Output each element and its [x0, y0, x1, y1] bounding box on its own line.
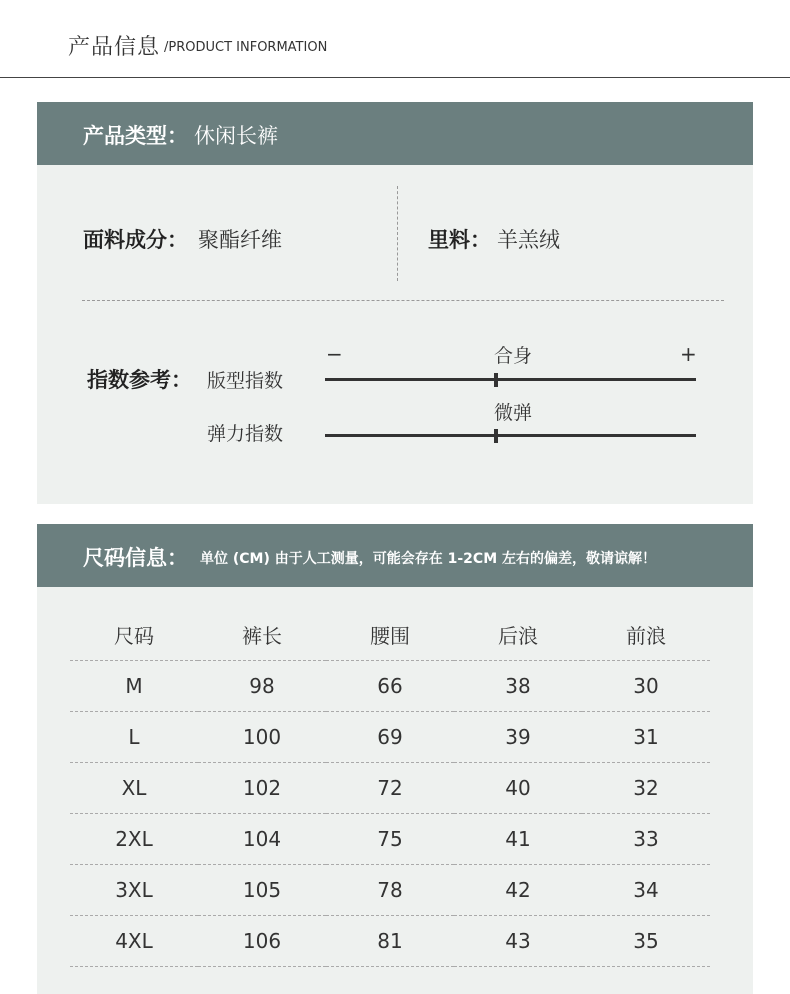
- table-row: [70, 865, 710, 916]
- minus-sign: −: [326, 342, 343, 366]
- table-cell: 31: [582, 712, 710, 763]
- column-header: 腰围: [326, 608, 454, 661]
- table-cell: 100: [198, 712, 326, 763]
- fit-scale-line: [325, 378, 696, 381]
- table-cell: 39: [454, 712, 582, 763]
- table-row: [70, 712, 710, 763]
- index-label: 指数参考：: [87, 368, 192, 392]
- fabric-value: 聚酯纤维: [198, 228, 282, 252]
- table-cell: 98: [198, 661, 326, 712]
- table-cell: 66: [326, 661, 454, 712]
- table-cell: 40: [454, 763, 582, 814]
- plus-sign: +: [680, 342, 697, 366]
- fit-scale-marker: [494, 373, 498, 387]
- table-cell: 4XL: [70, 916, 198, 967]
- product-type-label: 产品类型：: [83, 124, 188, 148]
- table-cell: 75: [326, 814, 454, 865]
- table-cell: 81: [326, 916, 454, 967]
- table-cell: 2XL: [70, 814, 198, 865]
- table-header-row: [70, 608, 710, 661]
- product-type-bar: [37, 102, 753, 165]
- column-header: 前浪: [582, 608, 710, 661]
- size-info-bar: [37, 524, 753, 587]
- product-type-value: 休闲长裤: [194, 124, 278, 148]
- product-panel: [37, 102, 753, 504]
- table-cell: 41: [454, 814, 582, 865]
- elasticity-marker-label: 微弹: [494, 402, 533, 424]
- table-cell: L: [70, 712, 198, 763]
- table-cell: 78: [326, 865, 454, 916]
- table-row: [70, 661, 710, 712]
- column-header: 裤长: [198, 608, 326, 661]
- header-divider: [0, 77, 790, 78]
- page-subtitle: /PRODUCT INFORMATION: [164, 40, 328, 55]
- table-cell: 3XL: [70, 865, 198, 916]
- table-cell: 105: [198, 865, 326, 916]
- table-cell: 35: [582, 916, 710, 967]
- table-cell: XL: [70, 763, 198, 814]
- table-cell: 30: [582, 661, 710, 712]
- table-row: [70, 763, 710, 814]
- table-cell: M: [70, 661, 198, 712]
- column-header: 尺码: [70, 608, 198, 661]
- table-cell: 43: [454, 916, 582, 967]
- lining-value: 羊羔绒: [497, 228, 560, 252]
- table-row: [70, 814, 710, 865]
- table-cell: 72: [326, 763, 454, 814]
- table-cell: 33: [582, 814, 710, 865]
- elasticity-scale-line: [325, 434, 696, 437]
- table-cell: 104: [198, 814, 326, 865]
- section-divider: [82, 300, 724, 301]
- page-title: 产品信息: [68, 35, 161, 60]
- table-cell: 38: [454, 661, 582, 712]
- table-cell: 106: [198, 916, 326, 967]
- fabric-label: 面料成分：: [83, 228, 188, 252]
- column-header: 后浪: [454, 608, 582, 661]
- field-divider: [397, 186, 398, 281]
- size-info-note: 单位 (CM) 由于人工测量，可能会存在 1-2CM 左右的偏差，敬请谅解！: [200, 551, 656, 567]
- elasticity-scale-marker: [494, 429, 498, 443]
- size-table: [70, 608, 710, 967]
- table-cell: 42: [454, 865, 582, 916]
- table-cell: 34: [582, 865, 710, 916]
- lining-label: 里料：: [428, 228, 491, 252]
- elasticity-index-label: 弹力指数: [207, 423, 284, 445]
- size-info-label: 尺码信息：: [83, 546, 188, 570]
- table-cell: 32: [582, 763, 710, 814]
- table-cell: 69: [326, 712, 454, 763]
- fit-marker-label: 合身: [494, 345, 533, 367]
- table-row: [70, 916, 710, 967]
- fit-index-label: 版型指数: [207, 370, 284, 392]
- table-cell: 102: [198, 763, 326, 814]
